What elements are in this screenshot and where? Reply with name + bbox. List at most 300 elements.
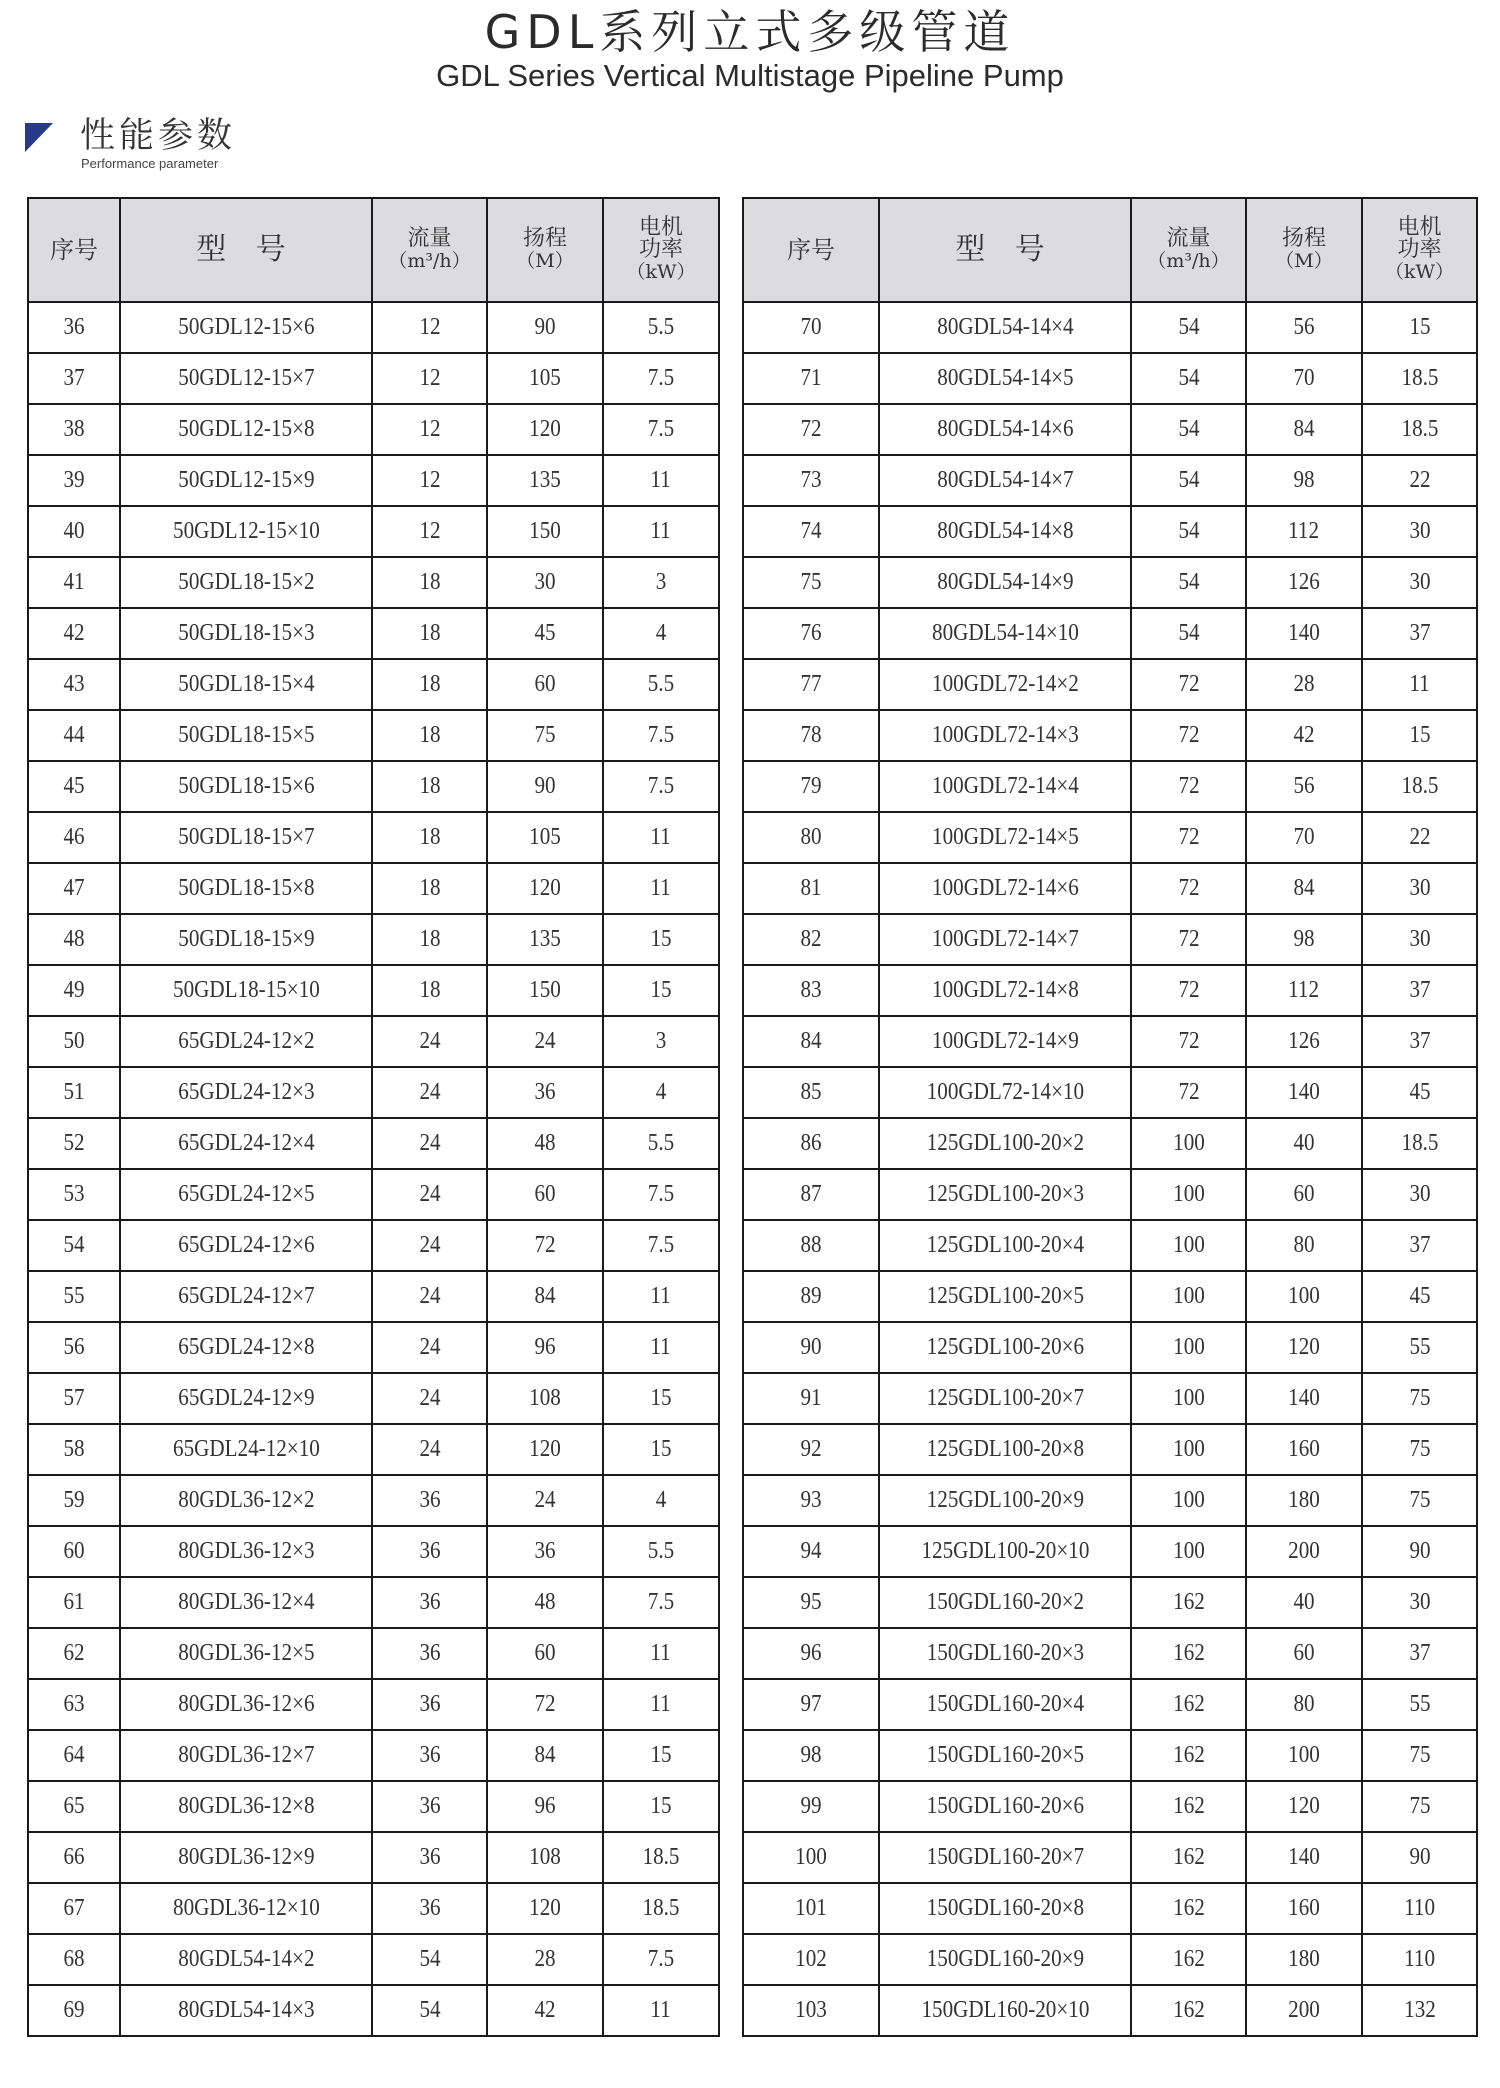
power-cell: 45 <box>1362 1271 1477 1322</box>
row-index-cell: 55 <box>28 1271 120 1322</box>
table-row <box>28 812 719 863</box>
head-cell: 120 <box>487 1883 603 1934</box>
table-row <box>743 1679 1477 1730</box>
power-cell: 30 <box>1362 863 1477 914</box>
row-index-cell: 59 <box>28 1475 120 1526</box>
power-cell: 18.5 <box>1362 353 1477 404</box>
model-cell: 65GDL24-12×7 <box>120 1271 372 1322</box>
power-cell: 5.5 <box>603 302 719 353</box>
power-cell: 11 <box>603 506 719 557</box>
table-row <box>743 557 1477 608</box>
row-index-cell: 54 <box>28 1220 120 1271</box>
power-cell: 11 <box>603 1322 719 1373</box>
row-index-cell: 82 <box>743 914 879 965</box>
row-index-cell: 100 <box>743 1832 879 1883</box>
head-cell: 42 <box>487 1985 603 2036</box>
table-row <box>28 710 719 761</box>
flow-cell: 36 <box>372 1883 487 1934</box>
row-index-cell: 92 <box>743 1424 879 1475</box>
flow-cell: 162 <box>1131 1832 1246 1883</box>
row-index-cell: 99 <box>743 1781 879 1832</box>
row-index-cell: 37 <box>28 353 120 404</box>
head-cell: 126 <box>1246 557 1362 608</box>
table-row <box>28 1934 719 1985</box>
head-cell: 45 <box>487 608 603 659</box>
model-cell: 150GDL160-20×7 <box>879 1832 1131 1883</box>
power-cell: 11 <box>603 1679 719 1730</box>
row-index-cell: 78 <box>743 710 879 761</box>
row-index-cell: 45 <box>28 761 120 812</box>
power-cell: 3 <box>603 557 719 608</box>
power-cell: 90 <box>1362 1526 1477 1577</box>
model-cell: 150GDL160-20×5 <box>879 1730 1131 1781</box>
model-cell: 150GDL160-20×3 <box>879 1628 1131 1679</box>
power-cell: 18.5 <box>1362 404 1477 455</box>
model-cell: 80GDL54-14×2 <box>120 1934 372 1985</box>
flow-cell: 72 <box>1131 863 1246 914</box>
row-index-cell: 84 <box>743 1016 879 1067</box>
head-cell: 28 <box>1246 659 1362 710</box>
table-row <box>28 1220 719 1271</box>
flow-cell: 100 <box>1131 1526 1246 1577</box>
model-cell: 100GDL72-14×6 <box>879 863 1131 914</box>
table-row <box>28 1373 719 1424</box>
row-index-cell: 95 <box>743 1577 879 1628</box>
head-cell: 108 <box>487 1373 603 1424</box>
table-row <box>743 1424 1477 1475</box>
model-cell: 80GDL36-12×3 <box>120 1526 372 1577</box>
model-cell: 50GDL18-15×6 <box>120 761 372 812</box>
power-cell: 7.5 <box>603 761 719 812</box>
model-cell: 65GDL24-12×5 <box>120 1169 372 1220</box>
head-cell: 120 <box>487 863 603 914</box>
head-cell: 90 <box>487 761 603 812</box>
power-cell: 110 <box>1362 1883 1477 1934</box>
table-row <box>743 1934 1477 1985</box>
table-row <box>743 1526 1477 1577</box>
head-cell: 98 <box>1246 914 1362 965</box>
flow-cell: 24 <box>372 1169 487 1220</box>
head-cell: 180 <box>1246 1934 1362 1985</box>
power-cell: 15 <box>603 914 719 965</box>
model-cell: 80GDL36-12×6 <box>120 1679 372 1730</box>
head-cell: 84 <box>1246 404 1362 455</box>
table-row <box>28 1781 719 1832</box>
flow-cell: 18 <box>372 914 487 965</box>
flow-cell: 100 <box>1131 1220 1246 1271</box>
table-row <box>28 1169 719 1220</box>
flow-cell: 100 <box>1131 1169 1246 1220</box>
model-cell: 80GDL54-14×8 <box>879 506 1131 557</box>
head-cell: 98 <box>1246 455 1362 506</box>
power-cell: 132 <box>1362 1985 1477 2036</box>
model-cell: 50GDL18-15×3 <box>120 608 372 659</box>
flow-cell: 54 <box>1131 353 1246 404</box>
flow-cell: 54 <box>1131 506 1246 557</box>
head-cell: 150 <box>487 965 603 1016</box>
table-row <box>743 1322 1477 1373</box>
head-cell: 72 <box>487 1679 603 1730</box>
row-index-cell: 94 <box>743 1526 879 1577</box>
power-cell: 110 <box>1362 1934 1477 1985</box>
power-cell: 5.5 <box>603 659 719 710</box>
power-cell: 7.5 <box>603 1220 719 1271</box>
head-cell: 60 <box>487 1628 603 1679</box>
row-index-cell: 39 <box>28 455 120 506</box>
power-cell: 15 <box>603 965 719 1016</box>
table-row <box>28 1271 719 1322</box>
row-index-cell: 91 <box>743 1373 879 1424</box>
header-model: 型 号 <box>120 198 372 302</box>
row-index-cell: 43 <box>28 659 120 710</box>
head-cell: 200 <box>1246 1526 1362 1577</box>
power-cell: 15 <box>603 1781 719 1832</box>
model-cell: 100GDL72-14×8 <box>879 965 1131 1016</box>
flow-cell: 72 <box>1131 812 1246 863</box>
flow-cell: 24 <box>372 1373 487 1424</box>
head-cell: 160 <box>1246 1883 1362 1934</box>
table-row <box>743 1118 1477 1169</box>
row-index-cell: 42 <box>28 608 120 659</box>
row-index-cell: 65 <box>28 1781 120 1832</box>
flow-cell: 72 <box>1131 1016 1246 1067</box>
model-cell: 80GDL36-12×9 <box>120 1832 372 1883</box>
flow-cell: 24 <box>372 1067 487 1118</box>
model-cell: 50GDL12-15×6 <box>120 302 372 353</box>
power-cell: 75 <box>1362 1781 1477 1832</box>
flow-cell: 18 <box>372 965 487 1016</box>
power-cell: 18.5 <box>1362 761 1477 812</box>
flow-cell: 54 <box>1131 608 1246 659</box>
section-title: 性能参数 <box>80 116 237 156</box>
power-cell: 22 <box>1362 455 1477 506</box>
model-cell: 65GDL24-12×8 <box>120 1322 372 1373</box>
model-cell: 100GDL72-14×10 <box>879 1067 1131 1118</box>
power-cell: 15 <box>603 1373 719 1424</box>
table-row <box>743 1220 1477 1271</box>
flow-cell: 54 <box>1131 404 1246 455</box>
model-cell: 80GDL36-12×2 <box>120 1475 372 1526</box>
power-cell: 15 <box>1362 302 1477 353</box>
flow-cell: 72 <box>1131 1067 1246 1118</box>
power-cell: 37 <box>1362 1220 1477 1271</box>
head-cell: 135 <box>487 914 603 965</box>
model-cell: 80GDL36-12×8 <box>120 1781 372 1832</box>
header-model: 型 号 <box>879 198 1131 302</box>
flow-cell: 36 <box>372 1781 487 1832</box>
head-cell: 60 <box>1246 1169 1362 1220</box>
power-cell: 75 <box>1362 1730 1477 1781</box>
head-cell: 70 <box>1246 353 1362 404</box>
row-index-cell: 73 <box>743 455 879 506</box>
head-cell: 120 <box>487 404 603 455</box>
header-head: 扬程 （M） <box>1246 198 1362 302</box>
head-cell: 30 <box>487 557 603 608</box>
flow-cell: 24 <box>372 1118 487 1169</box>
flow-cell: 36 <box>372 1679 487 1730</box>
power-cell: 18.5 <box>603 1832 719 1883</box>
flow-cell: 72 <box>1131 965 1246 1016</box>
table-row <box>743 1067 1477 1118</box>
table-row <box>28 1526 719 1577</box>
flow-cell: 12 <box>372 353 487 404</box>
flow-cell: 100 <box>1131 1475 1246 1526</box>
head-cell: 140 <box>1246 1832 1362 1883</box>
row-index-cell: 81 <box>743 863 879 914</box>
head-cell: 36 <box>487 1067 603 1118</box>
power-cell: 45 <box>1362 1067 1477 1118</box>
model-cell: 65GDL24-12×6 <box>120 1220 372 1271</box>
row-index-cell: 67 <box>28 1883 120 1934</box>
model-cell: 80GDL36-12×4 <box>120 1577 372 1628</box>
table-row <box>743 1169 1477 1220</box>
table-row <box>743 1271 1477 1322</box>
model-cell: 80GDL36-12×10 <box>120 1883 372 1934</box>
head-cell: 36 <box>487 1526 603 1577</box>
head-cell: 75 <box>487 710 603 761</box>
flow-cell: 54 <box>1131 302 1246 353</box>
table-row <box>743 1781 1477 1832</box>
model-cell: 100GDL72-14×5 <box>879 812 1131 863</box>
power-cell: 11 <box>603 1985 719 2036</box>
spec-table-left <box>27 197 720 2037</box>
head-cell: 60 <box>487 659 603 710</box>
row-index-cell: 40 <box>28 506 120 557</box>
table-row <box>28 914 719 965</box>
table-row <box>28 1883 719 1934</box>
row-index-cell: 66 <box>28 1832 120 1883</box>
table-row <box>28 1322 719 1373</box>
power-cell: 75 <box>1362 1424 1477 1475</box>
flow-cell: 12 <box>372 506 487 557</box>
model-cell: 150GDL160-20×6 <box>879 1781 1131 1832</box>
table-row <box>743 965 1477 1016</box>
table-row <box>743 863 1477 914</box>
head-cell: 60 <box>1246 1628 1362 1679</box>
model-cell: 80GDL36-12×7 <box>120 1730 372 1781</box>
flow-cell: 18 <box>372 710 487 761</box>
power-cell: 4 <box>603 1475 719 1526</box>
model-cell: 125GDL100-20×10 <box>879 1526 1131 1577</box>
model-cell: 50GDL12-15×7 <box>120 353 372 404</box>
model-cell: 125GDL100-20×4 <box>879 1220 1131 1271</box>
row-index-cell: 102 <box>743 1934 879 1985</box>
power-cell: 37 <box>1362 608 1477 659</box>
head-cell: 150 <box>487 506 603 557</box>
flow-cell: 72 <box>1131 761 1246 812</box>
head-cell: 135 <box>487 455 603 506</box>
head-cell: 42 <box>1246 710 1362 761</box>
model-cell: 50GDL18-15×9 <box>120 914 372 965</box>
head-cell: 28 <box>487 1934 603 1985</box>
row-index-cell: 85 <box>743 1067 879 1118</box>
table-row <box>743 914 1477 965</box>
table-row <box>743 302 1477 353</box>
table-row <box>743 404 1477 455</box>
power-cell: 4 <box>603 608 719 659</box>
power-cell: 75 <box>1362 1373 1477 1424</box>
row-index-cell: 75 <box>743 557 879 608</box>
head-cell: 120 <box>1246 1781 1362 1832</box>
head-cell: 90 <box>487 302 603 353</box>
row-index-cell: 83 <box>743 965 879 1016</box>
flow-cell: 18 <box>372 863 487 914</box>
table-row <box>743 1475 1477 1526</box>
head-cell: 112 <box>1246 965 1362 1016</box>
row-index-cell: 74 <box>743 506 879 557</box>
table-row <box>28 1985 719 2036</box>
flow-cell: 24 <box>372 1322 487 1373</box>
page-subtitle: GDL Series Vertical Multistage Pipeline Pump <box>436 58 1064 93</box>
row-index-cell: 76 <box>743 608 879 659</box>
model-cell: 125GDL100-20×6 <box>879 1322 1131 1373</box>
model-cell: 65GDL24-12×10 <box>120 1424 372 1475</box>
flow-cell: 36 <box>372 1577 487 1628</box>
flow-cell: 54 <box>372 1934 487 1985</box>
model-cell: 125GDL100-20×8 <box>879 1424 1131 1475</box>
model-cell: 65GDL24-12×9 <box>120 1373 372 1424</box>
table-row <box>743 1016 1477 1067</box>
flow-cell: 54 <box>1131 455 1246 506</box>
flow-cell: 100 <box>1131 1373 1246 1424</box>
row-index-cell: 69 <box>28 1985 120 2036</box>
flow-cell: 162 <box>1131 1781 1246 1832</box>
head-cell: 24 <box>487 1475 603 1526</box>
power-cell: 30 <box>1362 914 1477 965</box>
table-row <box>28 659 719 710</box>
table-row <box>28 1118 719 1169</box>
model-cell: 150GDL160-20×10 <box>879 1985 1131 2036</box>
table-row <box>743 608 1477 659</box>
head-cell: 40 <box>1246 1118 1362 1169</box>
model-cell: 50GDL12-15×9 <box>120 455 372 506</box>
head-cell: 180 <box>1246 1475 1362 1526</box>
head-cell: 60 <box>487 1169 603 1220</box>
table-row <box>743 1730 1477 1781</box>
head-cell: 96 <box>487 1781 603 1832</box>
head-cell: 80 <box>1246 1220 1362 1271</box>
table-row <box>743 659 1477 710</box>
table-row <box>743 1883 1477 1934</box>
power-cell: 75 <box>1362 1475 1477 1526</box>
row-index-cell: 64 <box>28 1730 120 1781</box>
section-subtitle: Performance parameter <box>81 156 219 171</box>
head-cell: 108 <box>487 1832 603 1883</box>
model-cell: 125GDL100-20×9 <box>879 1475 1131 1526</box>
table-row <box>28 1730 719 1781</box>
power-cell: 15 <box>1362 710 1477 761</box>
row-index-cell: 56 <box>28 1322 120 1373</box>
power-cell: 11 <box>603 863 719 914</box>
row-index-cell: 93 <box>743 1475 879 1526</box>
table-row <box>28 761 719 812</box>
table-row <box>743 353 1477 404</box>
row-index-cell: 86 <box>743 1118 879 1169</box>
page-title: GDL系列立式多级管道 <box>484 5 1016 59</box>
row-index-cell: 53 <box>28 1169 120 1220</box>
model-cell: 80GDL54-14×9 <box>879 557 1131 608</box>
model-cell: 125GDL100-20×5 <box>879 1271 1131 1322</box>
model-cell: 100GDL72-14×7 <box>879 914 1131 965</box>
table-header-row <box>743 198 1477 302</box>
table-row <box>743 1373 1477 1424</box>
model-cell: 125GDL100-20×3 <box>879 1169 1131 1220</box>
row-index-cell: 98 <box>743 1730 879 1781</box>
model-cell: 150GDL160-20×9 <box>879 1934 1131 1985</box>
power-cell: 4 <box>603 1067 719 1118</box>
table-row <box>743 1628 1477 1679</box>
table-row <box>28 1628 719 1679</box>
head-cell: 84 <box>1246 863 1362 914</box>
header-flow: 流量 （m³/h） <box>372 198 487 302</box>
power-cell: 11 <box>603 812 719 863</box>
head-cell: 24 <box>487 1016 603 1067</box>
flow-cell: 100 <box>1131 1271 1246 1322</box>
table-row <box>743 761 1477 812</box>
power-cell: 7.5 <box>603 1934 719 1985</box>
row-index-cell: 61 <box>28 1577 120 1628</box>
flow-cell: 54 <box>1131 557 1246 608</box>
power-cell: 37 <box>1362 965 1477 1016</box>
flow-cell: 12 <box>372 404 487 455</box>
flow-cell: 36 <box>372 1832 487 1883</box>
head-cell: 70 <box>1246 812 1362 863</box>
row-index-cell: 77 <box>743 659 879 710</box>
flow-cell: 100 <box>1131 1118 1246 1169</box>
model-cell: 80GDL54-14×5 <box>879 353 1131 404</box>
model-cell: 50GDL12-15×10 <box>120 506 372 557</box>
table-row <box>28 863 719 914</box>
model-cell: 65GDL24-12×3 <box>120 1067 372 1118</box>
table-row <box>743 812 1477 863</box>
row-index-cell: 70 <box>743 302 879 353</box>
model-cell: 50GDL18-15×10 <box>120 965 372 1016</box>
table-row <box>28 506 719 557</box>
row-index-cell: 52 <box>28 1118 120 1169</box>
power-cell: 55 <box>1362 1322 1477 1373</box>
flow-cell: 162 <box>1131 1577 1246 1628</box>
power-cell: 5.5 <box>603 1118 719 1169</box>
table-row <box>28 404 719 455</box>
row-index-cell: 50 <box>28 1016 120 1067</box>
table-row <box>743 1577 1477 1628</box>
triangle-marker-icon <box>25 123 53 152</box>
head-cell: 100 <box>1246 1271 1362 1322</box>
table-row <box>28 302 719 353</box>
model-cell: 50GDL18-15×4 <box>120 659 372 710</box>
flow-cell: 162 <box>1131 1883 1246 1934</box>
table-row <box>28 353 719 404</box>
row-index-cell: 87 <box>743 1169 879 1220</box>
table-row <box>743 1985 1477 2036</box>
flow-cell: 18 <box>372 608 487 659</box>
row-index-cell: 38 <box>28 404 120 455</box>
flow-cell: 100 <box>1131 1322 1246 1373</box>
head-cell: 120 <box>1246 1322 1362 1373</box>
header-index: 序号 <box>28 198 120 302</box>
flow-cell: 24 <box>372 1220 487 1271</box>
head-cell: 160 <box>1246 1424 1362 1475</box>
table-row <box>743 506 1477 557</box>
row-index-cell: 60 <box>28 1526 120 1577</box>
table-row <box>28 1424 719 1475</box>
row-index-cell: 49 <box>28 965 120 1016</box>
power-cell: 11 <box>603 1628 719 1679</box>
head-cell: 56 <box>1246 302 1362 353</box>
flow-cell: 18 <box>372 812 487 863</box>
head-cell: 112 <box>1246 506 1362 557</box>
head-cell: 48 <box>487 1577 603 1628</box>
